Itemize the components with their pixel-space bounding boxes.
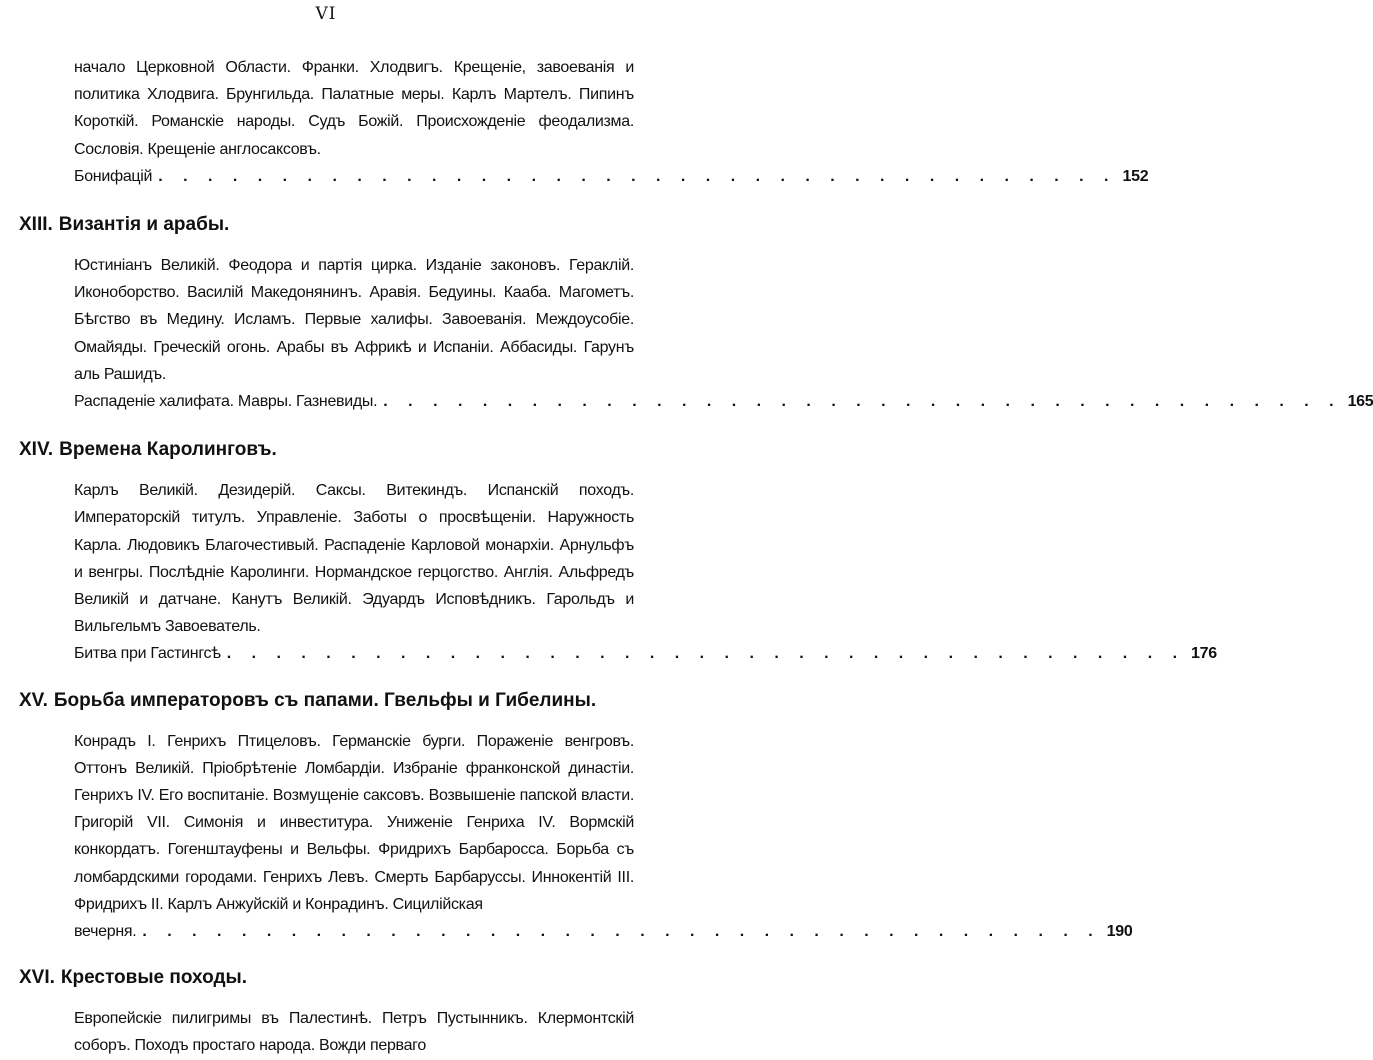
chapter-entry (0, 54, 1149, 190)
page-number: VI (315, 4, 337, 24)
table-of-contents (0, 54, 1373, 1060)
topics-last-text: Битва при Гастингсѣ (74, 645, 221, 663)
topics-last-line (74, 640, 1217, 667)
chapter-number: XVI. (19, 967, 55, 989)
chapter-entry (0, 437, 1217, 667)
chapter-number: XV. (19, 689, 48, 711)
chapter-number: XIV. (19, 439, 54, 461)
topics-text: Конрадъ I. Генрихъ Птицеловъ. Германскіе бурги. Пораженіе венгровъ. Оттонъ Великій. Пріобрѣтеніе Ломбардіи. Избраніе франконской династіи. Генрихъ IV. Его воспитаніе. Возмущеніе саксовъ. Возвышеніе папской власти. Григорій VII. Симонія и инвеститура. Униженіе Генриха IV. Вормскій конкордатъ. Гогенштауфены и Вельфы. Фридрихъ Барбаросса. Борьба съ ломбардскими городами. Генрихъ Левъ. Смерть Барбаруссы. Иннокентій III. Фридрихъ II. Карлъ Анжуйскій и Конрадинъ. Сицилійская (74, 732, 634, 913)
chapter-topics (74, 477, 1217, 667)
chapter-title: Крестовые походы. (60, 967, 248, 989)
topics-last-line (74, 388, 1373, 415)
topics-last-line (74, 918, 1133, 945)
chapter-heading (19, 212, 611, 238)
chapter-page-number: 190 (1106, 923, 1133, 941)
chapter-page-number: 152 (1122, 167, 1149, 185)
topics-text: Карлъ Великій. Дезидерій. Саксы. Витекиндъ. Испанскій походъ. Императорскій титулъ. Управленіе. Заботы о просвѣщеніи. Наружность Карла. Людовикъ Благочестивый. Распаденіе Карловой монархіи. Арнульфъ и венгры. Послѣдніе Каролинги. Нормандское герцогство. Англія. Альфредъ Великій и датчане. Канутъ Великій. Эдуардъ Исповѣдникъ. Гарольдъ и Вильгельмъ Завоеватель. (74, 482, 634, 636)
chapter-number: XIII. (19, 214, 53, 235)
chapter-topics (74, 728, 1133, 946)
dot-leaders: . . . . . . . . . . . . . . . . . . . . . . . . . . . . . . . . . . . . . . . (226, 645, 1186, 663)
chapter-page-number: 176 (1191, 645, 1217, 663)
chapter-entry (0, 965, 652, 1059)
chapter-title: Времена Каролинговъ. (59, 439, 277, 461)
topics-text: Юстиніанъ Великій. Феодора и партія цирка. Изданіе законовъ. Гераклій. Иконоборство. Василій Македонянинъ. Аравія. Бедуины. Кааба. Магометъ. Бѣгство въ Медину. Исламъ. Первые халифы. Завоеванія. Междоусобіе. Омайяды. Греческій огонь. Арабы въ Африкѣ и Испаніи. Аббасиды. Гарунъ аль Рашидъ. (74, 257, 634, 383)
dot-leaders: . . . . . . . . . . . . . . . . . . . . . . . . . . . . . . . . . . . . . . . (383, 393, 1342, 411)
chapter-heading (19, 688, 611, 714)
chapter-title: Борьба императоровъ съ папами. Гвельфы и Гибелины. (53, 689, 597, 711)
chapter-topics (74, 54, 1149, 190)
chapter-topics (74, 252, 1373, 415)
dot-leaders: . . . . . . . . . . . . . . . . . . . . . . . . . . . . . . . . . . . . . . . (158, 167, 1117, 185)
topics-text: Европейскіе пилигримы въ Палестинѣ. Петръ Пустынникъ. Клермонтскій соборъ. Походъ простаго народа. Вожди перваго (74, 1010, 634, 1055)
dot-leaders: . . . . . . . . . . . . . . . . . . . . . . . . . . . . . . . . . . . . . . . (142, 923, 1101, 941)
chapter-heading (19, 965, 611, 991)
topics-last-text: Бонифацій (74, 167, 153, 185)
chapter-page-number: 165 (1347, 393, 1373, 411)
chapter-title: Византія и арабы. (58, 214, 230, 235)
topics-last-line (74, 163, 1149, 190)
topics-last-text: Распаденіе халифата. Мавры. Газневиды. (74, 393, 378, 411)
chapter-entry (0, 212, 1373, 415)
chapter-entry (0, 688, 1133, 946)
topics-text: начало Церковной Области. Франки. Хлодвигъ. Крещеніе, завоеванія и политика Хлодвига. Брунгильда. Палатные меры. Карлъ Мартелъ. Пипинъ Короткій. Романскіе народы. Судъ Божій. Происхожденіе феодализма. Сословія. Крещеніе англосаксовъ. (74, 59, 634, 158)
topics-last-text: вечерня. (74, 923, 137, 941)
chapter-topics (74, 1005, 634, 1059)
chapter-heading (19, 437, 611, 463)
